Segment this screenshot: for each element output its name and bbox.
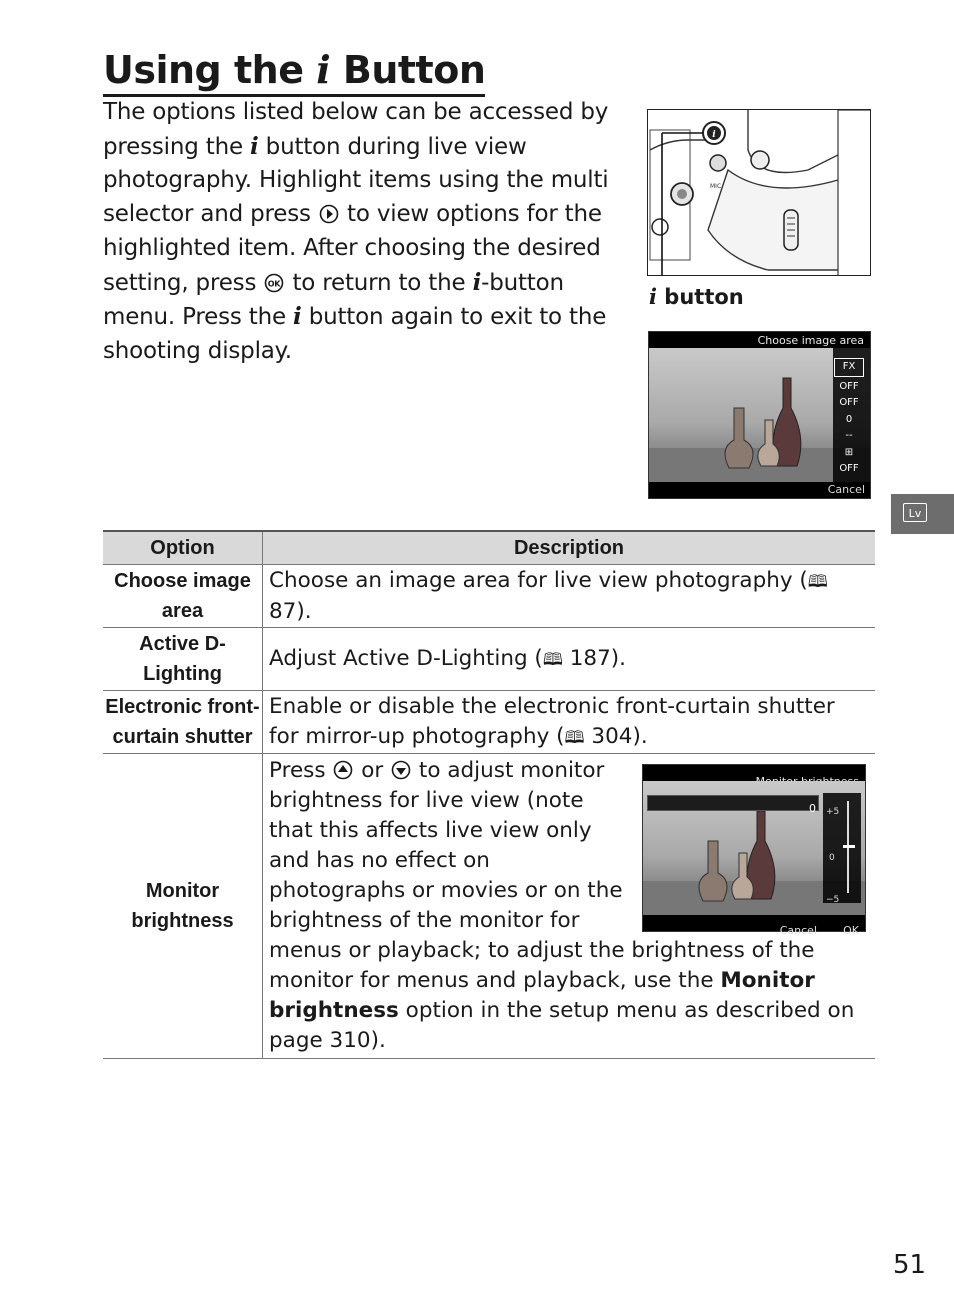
multi-selector-down-icon (391, 760, 411, 780)
table-row (103, 754, 875, 1059)
page-ref-icon: 🕮 (542, 649, 563, 670)
column-header-description: Description (263, 531, 876, 565)
svg-text:OK: OK (268, 279, 281, 289)
option-description: Adjust Active D-Lighting (🕮 187). (263, 628, 876, 691)
live-view-chapter-tab (891, 494, 954, 534)
table-row (103, 628, 875, 691)
multi-selector-up-icon (333, 760, 353, 780)
page-title: Using the i Button (103, 46, 485, 97)
option-name: Active D-Lighting (103, 628, 263, 691)
multi-selector-right-icon (319, 204, 339, 224)
option-description: Choose an image area for live view photography (🕮 87). (263, 565, 876, 628)
column-header-option: Option (103, 531, 263, 565)
option-description: 0 +5 0 −5 Cancel OK Press or to adjust monitor brightness for live view (note that this affects live view only and has no effect on photographs or movies or on the brightness of the monitor for menus or playback; to adjust the brightness of the monitor for menus and playback, use the Monitor brightness option in the setup menu as described on page 310). (263, 754, 876, 1059)
screen-footer: Cancel (649, 482, 870, 498)
live-view-icon: Lv (903, 503, 927, 522)
page-number: 51 (893, 1250, 927, 1280)
i-button-glyph: i (250, 132, 259, 160)
option-description: Enable or disable the electronic front-curtain shutter for mirror-up photography (🕮 304). (263, 691, 876, 754)
svg-text:MIC: MIC (710, 183, 722, 190)
table-row (103, 691, 875, 754)
choose-image-area-screen (648, 331, 871, 499)
page-ref-icon: 🕮 (564, 727, 585, 748)
svg-text:i: i (712, 130, 716, 140)
screen-title: Choose image area (757, 334, 864, 347)
zoom-icon: ⊞ (844, 446, 854, 458)
ok-button-icon (264, 273, 284, 293)
option-name: Choose image area (103, 565, 263, 628)
table-row (103, 565, 875, 628)
monitor-brightness-screen (642, 764, 866, 937)
screen-footer: Cancel OK (643, 915, 865, 931)
option-name: Monitor brightness (103, 754, 263, 1059)
brightness-scale: +5 0 −5 (823, 793, 861, 903)
intro-paragraph: The options listed below can be accessed by pressing the i button during live view photography. Highlight items using the multi selector and press to view options for the highlighted item. After choosing the desired setting, press OK to return to the i-button menu. Press the i button again to exit to the shooting display. (103, 99, 609, 364)
page-ref-icon: 🕮 (807, 571, 828, 592)
brightness-bar: 0 (647, 795, 819, 811)
option-name: Electronic front-curtain shutter (103, 691, 263, 754)
camera-back-illustration (647, 109, 871, 276)
i-button-caption: i button (649, 284, 744, 309)
image-area-side-menu: FX OFF OFF 0 -- ⊞ OFF (834, 356, 864, 478)
i-button-options-table (103, 530, 875, 1059)
